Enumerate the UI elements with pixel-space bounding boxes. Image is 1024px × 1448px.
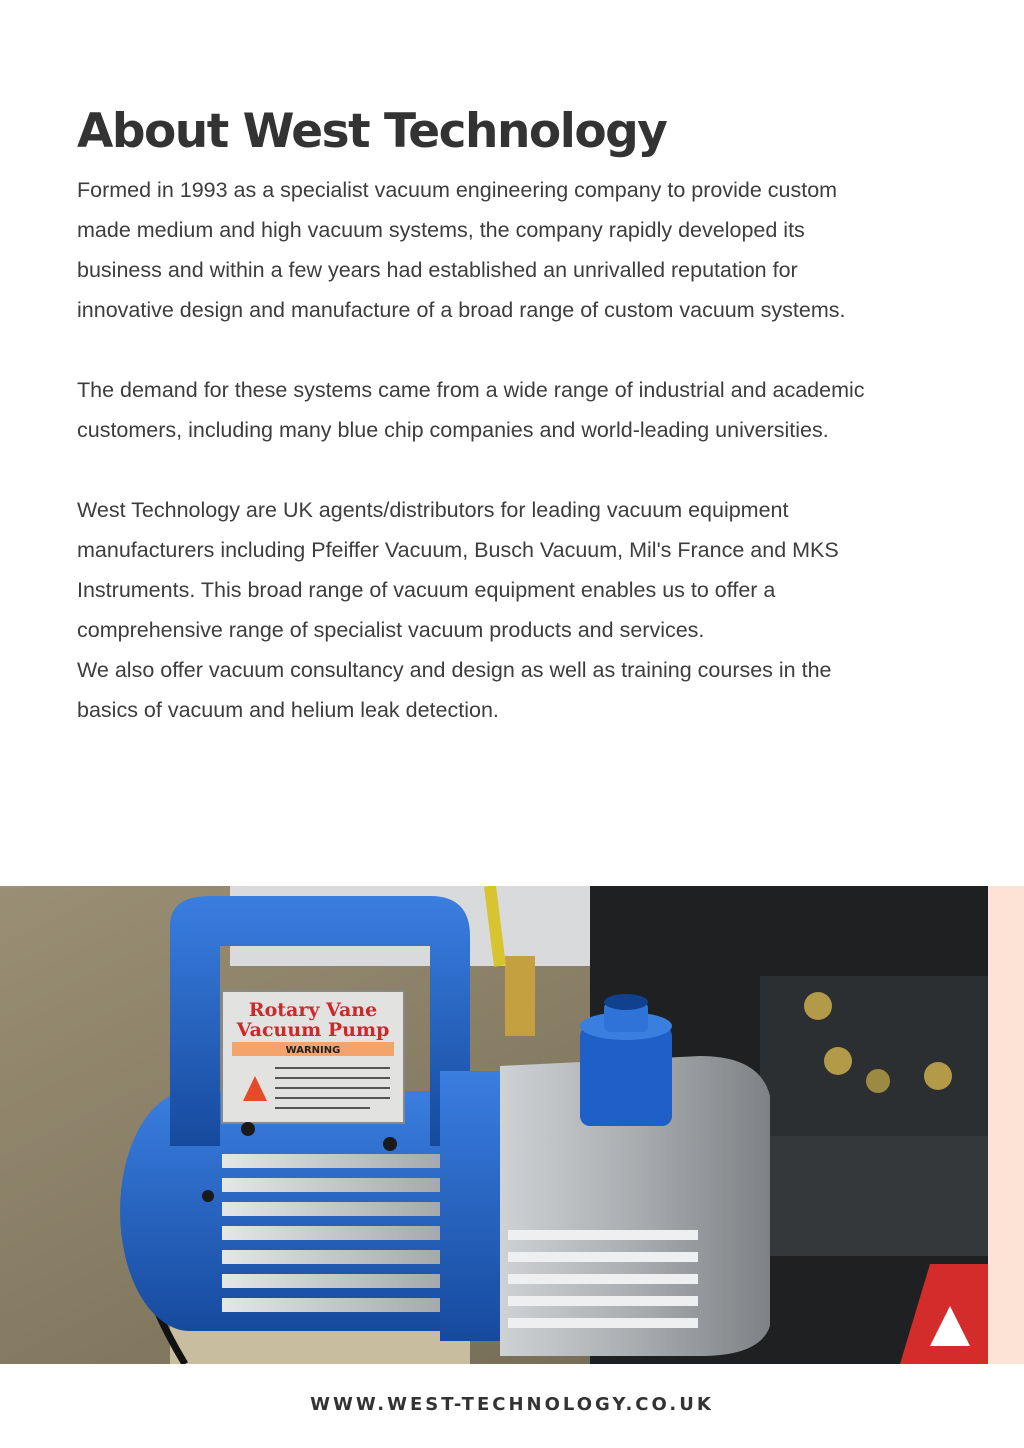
vacuum-pump-photo	[0, 886, 988, 1364]
website-url[interactable]: WWW.WEST-TECHNOLOGY.CO.UK	[310, 1394, 714, 1415]
paragraph-distributors: West Technology are UK agents/distributors for leading vacuum equipment manufacturers including Pfeiffer Vacuum, Busch Vacuum, Mil's France and MKS Instruments. This broad range of vacuum equipment enables us to offer a comprehensive range of specialist vacuum products and services.	[77, 498, 839, 642]
about-body	[77, 170, 887, 730]
paragraph-customers: The demand for these systems came from a wide range of industrial and academic customers, including many blue chip companies and world-leading universities.	[77, 378, 865, 442]
paragraph-services: We also offer vacuum consultancy and design as well as training courses in the basics of vacuum and helium leak detection.	[77, 658, 832, 722]
pump-warning-text: WARNING	[285, 1045, 341, 1056]
page-title: About West Technology	[77, 104, 667, 159]
accent-strip	[988, 886, 1024, 1364]
pump-label-line1: Rotary Vane	[248, 999, 378, 1021]
paragraph-history: Formed in 1993 as a specialist vacuum engineering company to provide custom made medium and high vacuum systems, the company rapidly developed its business and within a few years had established an unrivalled reputation for innovative design and manufacture of a broad range of custom vacuum systems.	[77, 178, 846, 322]
pump-label-line2: Vacuum Pump	[236, 1019, 390, 1041]
